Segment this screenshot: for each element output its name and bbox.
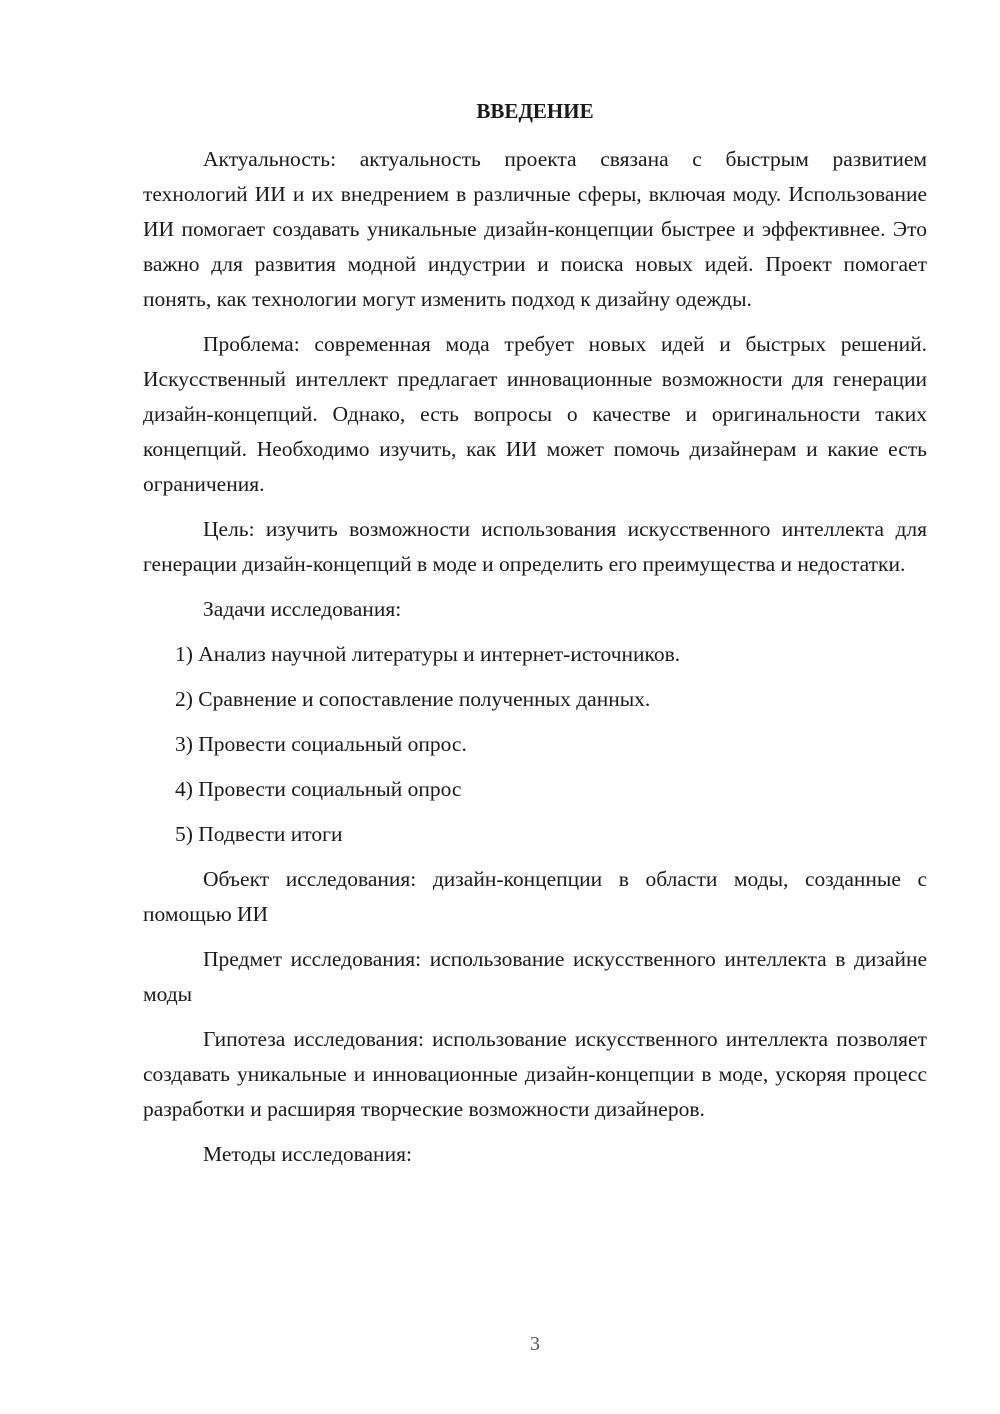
list-item: 3) Провести социальный опрос.: [175, 732, 467, 756]
document-page: [143, 96, 927, 1182]
page-number: 3: [530, 1333, 540, 1355]
section-title: ВВЕДЕНИЕ: [476, 99, 594, 123]
list-item: 2) Сравнение и сопоставление полученных данных.: [175, 687, 651, 711]
subject-paragraph: Предмет исследования: использование искусственного интеллекта в дизайне моды: [143, 947, 927, 1006]
tasks-heading: Задачи исследования:: [203, 597, 402, 621]
relevance-paragraph: Актуальность: актуальность проекта связана с быстрым развитием технологий ИИ и их внедрением в различные сферы, включая моду. Использование ИИ помогает создавать уникальные дизайн-концепции быстрее и эффективнее. Это важно для развития модной индустрии и поиска новых идей. Проект помогает понять, как технологии могут изменить подход к дизайну одежды.: [143, 147, 927, 311]
goal-paragraph: Цель: изучить возможности использования искусственного интеллекта для генерации дизайн-концепций в моде и определить его преимущества и недостатки.: [143, 517, 927, 576]
object-paragraph: Объект исследования: дизайн-концепции в области моды, созданные с помощью ИИ: [143, 867, 927, 926]
methods-heading: Методы исследования:: [203, 1142, 412, 1166]
list-item: 1) Анализ научной литературы и интернет-источников.: [175, 642, 681, 666]
tasks-list: [143, 637, 927, 852]
hypothesis-paragraph: Гипотеза исследования: использование искусственного интеллекта позволяет создавать уникальные и инновационные дизайн-концепции в моде, ускоряя процесс разработки и расширяя творческие возможности дизайнеров.: [143, 1027, 927, 1121]
list-item: 4) Провести социальный опрос: [175, 777, 462, 801]
list-item: 5) Подвести итоги: [175, 822, 343, 846]
problem-paragraph: Проблема: современная мода требует новых идей и быстрых решений. Искусственный интеллект предлагает инновационные возможности для генерации дизайн-концепций. Однако, есть вопросы о качестве и оригинальности таких концепций. Необходимо изучить, как ИИ может помочь дизайнерам и какие есть ограничения.: [143, 332, 927, 496]
